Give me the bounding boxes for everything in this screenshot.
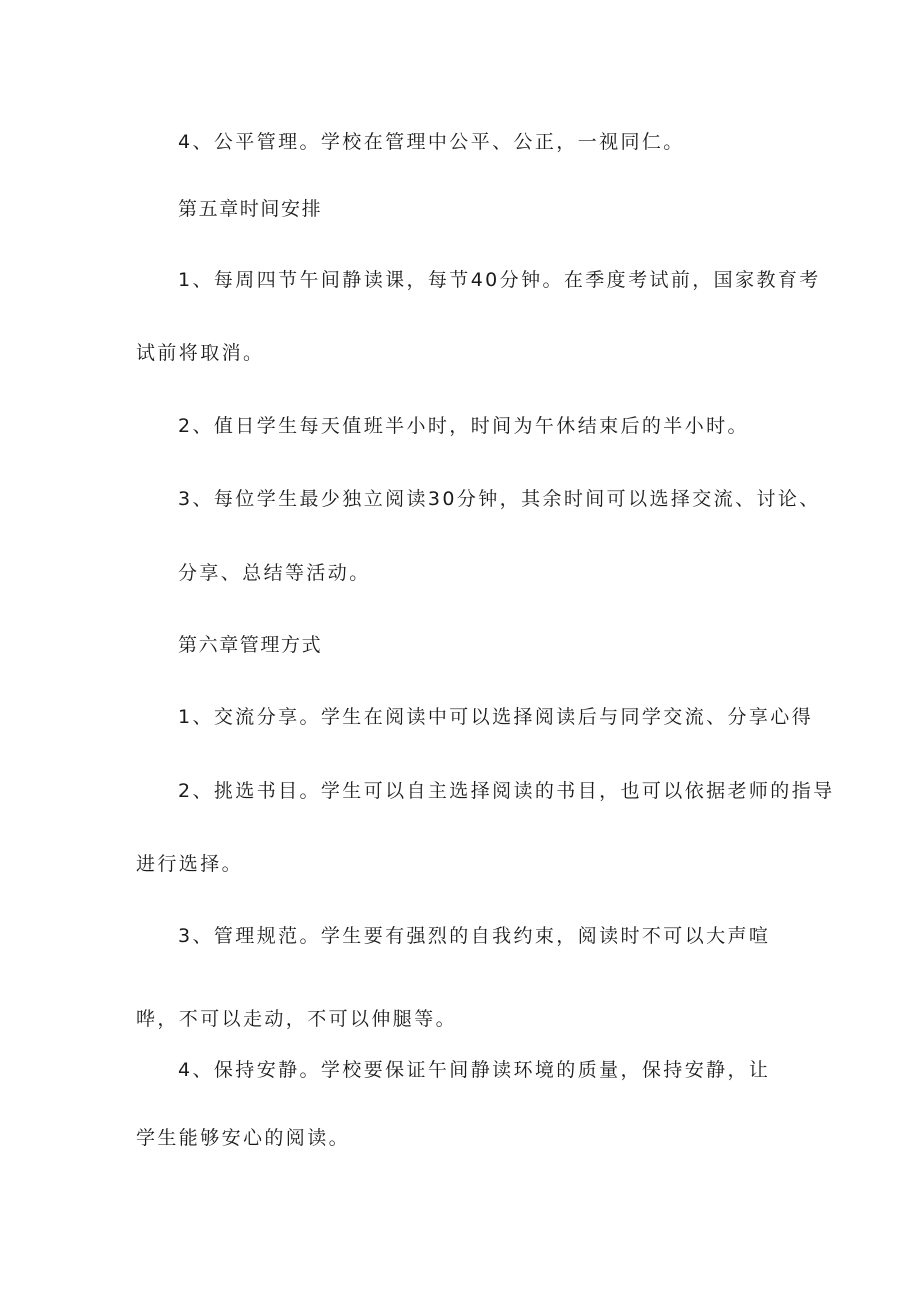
paragraph-independent-reading-line2: 分享、总结等活动。 [178, 562, 371, 584]
paragraph-fair-management: 4、公平管理。学校在管理中公平、公正，一视同仁。 [178, 131, 685, 153]
paragraph-weekly-reading-line2: 试前将取消。 [136, 342, 265, 364]
paragraph-duty-students: 2、值日学生每天值班半小时，时间为午休结束后的半小时。 [178, 415, 749, 437]
paragraph-independent-reading-line1: 3、每位学生最少独立阅读30分钟，其余时间可以选择交流、讨论、 [178, 488, 821, 510]
paragraph-weekly-reading-line1: 1、每周四节午间静读课，每节40分钟。在季度考试前，国家教育考 [178, 269, 821, 291]
paragraph-keep-quiet-line1: 4、保持安静。学校要保证午间静读环境的质量，保持安静，让 [178, 1059, 771, 1081]
paragraph-book-selection-line1: 2、挑选书目。学生可以自主选择阅读的书目，也可以依据老师的指导 [178, 780, 835, 802]
paragraph-discipline-line1: 3、管理规范。学生要有强烈的自我约束，阅读时不可以大声喧 [178, 925, 771, 947]
paragraph-exchange-sharing: 1、交流分享。学生在阅读中可以选择阅读后与同学交流、分享心得 [178, 706, 814, 728]
paragraph-book-selection-line2: 进行选择。 [136, 853, 244, 875]
paragraph-discipline-line2: 哗，不可以走动，不可以伸腿等。 [136, 1008, 458, 1030]
paragraph-keep-quiet-line2: 学生能够安心的阅读。 [136, 1127, 351, 1149]
chapter-six-heading: 第六章管理方式 [178, 634, 323, 656]
chapter-five-heading: 第五章时间安排 [178, 198, 323, 220]
